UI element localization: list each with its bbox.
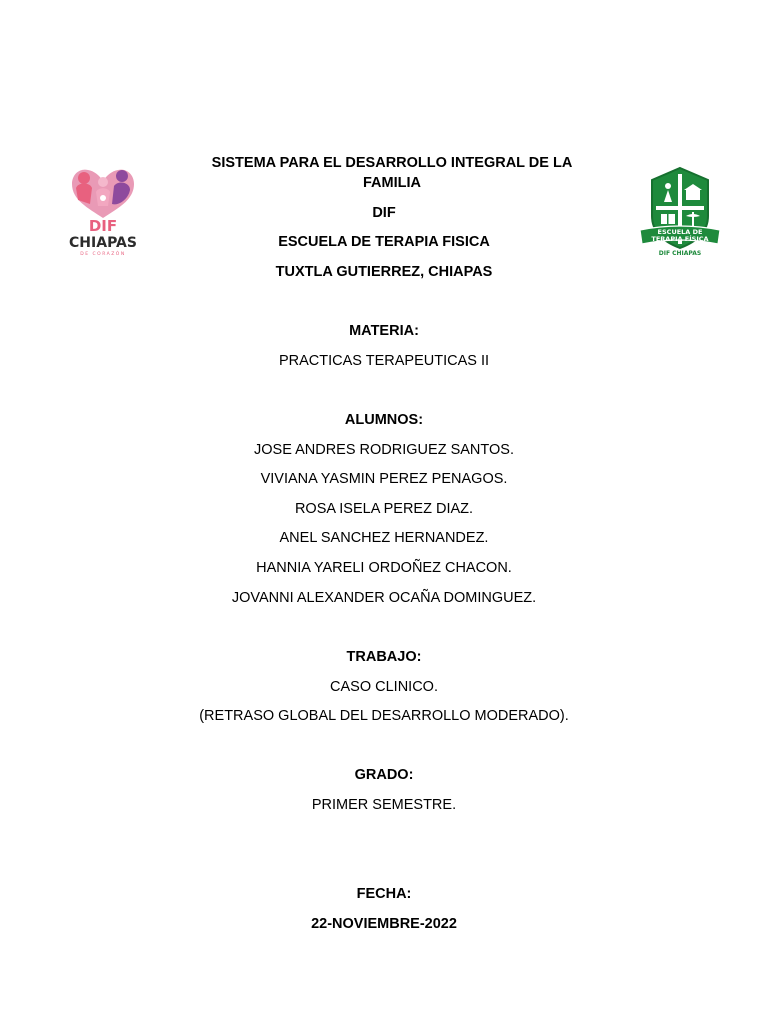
dif-logo-word: DIF bbox=[88, 217, 118, 235]
trabajo-detail: (RETRASO GLOBAL DEL DESARROLLO MODERADO). bbox=[199, 708, 569, 724]
student-name: JOSE ANDRES RODRIGUEZ SANTOS. bbox=[254, 442, 514, 458]
materia-value: PRACTICAS TERAPEUTICAS II bbox=[278, 353, 490, 369]
fecha-value: 22-NOVIEMBRE-2022 bbox=[311, 916, 457, 932]
grado-value: PRIMER SEMESTRE. bbox=[311, 797, 457, 813]
school-shield-logo bbox=[634, 160, 726, 265]
ribbon-line-1: ESCUELA DE bbox=[657, 228, 703, 236]
institution-title: SISTEMA PARA EL DESARROLLO INTEGRAL DE LA FAMILIA bbox=[211, 155, 573, 191]
materia-label: MATERIA: bbox=[349, 323, 419, 339]
city-name: TUXTLA GUTIERREZ, CHIAPAS bbox=[275, 264, 493, 280]
student-name: ROSA ISELA PEREZ DIAZ. bbox=[294, 501, 474, 517]
student-name: JOVANNI ALEXANDER OCAÑA DOMINGUEZ. bbox=[231, 590, 537, 606]
trabajo-value: CASO CLINICO. bbox=[330, 679, 438, 695]
logo-tagline: DE CORAZÓN bbox=[80, 252, 126, 257]
fecha-label: FECHA: bbox=[356, 886, 412, 902]
student-name: HANNIA YARELI ORDOÑEZ CHACON. bbox=[256, 560, 512, 576]
trabajo-label: TRABAJO: bbox=[346, 649, 422, 665]
ribbon-line-2: TERAPIA FÍSICA bbox=[651, 235, 709, 243]
school-name: ESCUELA DE TERAPIA FISICA bbox=[278, 234, 490, 250]
student-name: ANEL SANCHEZ HERNANDEZ. bbox=[279, 530, 489, 546]
org-name: DIF bbox=[372, 205, 396, 221]
grado-label: GRADO: bbox=[354, 767, 414, 783]
shield-footer: DIF CHIAPAS bbox=[658, 250, 702, 257]
alumnos-label: ALUMNOS: bbox=[344, 412, 424, 428]
student-name: VIVIANA YASMIN PEREZ PENAGOS. bbox=[260, 471, 508, 487]
book-icon bbox=[661, 214, 675, 224]
chiapas-logo-word: CHIAPAS bbox=[69, 235, 137, 251]
